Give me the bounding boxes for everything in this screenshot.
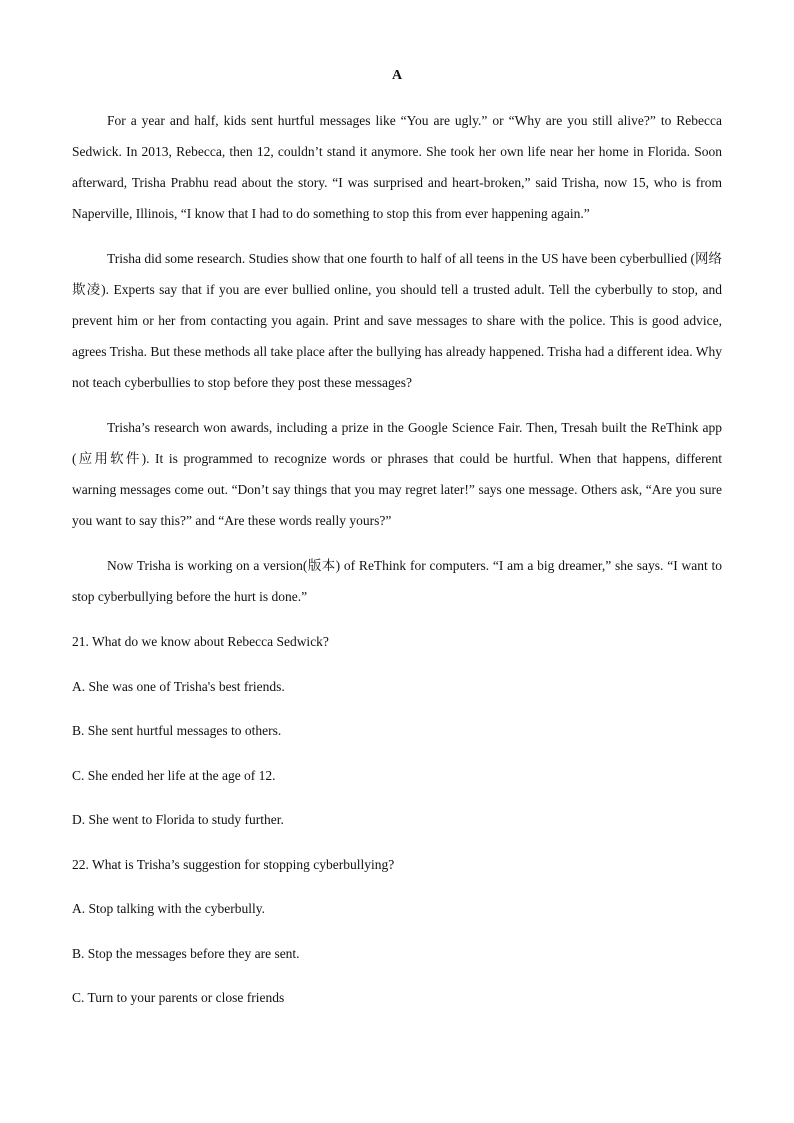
passage-title: A <box>391 68 403 83</box>
option-b: B. She sent hurtful messages to others. <box>72 723 282 738</box>
passage-paragraph-3: Trisha’s research won awards, including a prize in the Google Science Fair. Then, Tresah built the ReThink app (应用软件). It is programmed to recognize words or phrases that could be hurtful. When that happens, different warning messages come out. “Don’t say things that you may regret later!” says one message. Others ask, “Are you sure you want to say this?” and “Are these words really yours?” <box>72 420 722 528</box>
option-d: D. She went to Florida to study further. <box>72 812 284 827</box>
passage-paragraph-1: For a year and half, kids sent hurtful messages like “You are ugly.” or “Why are you still alive?” to Rebecca Sedwick. In 2013, Rebecca, then 12, couldn’t stand it anymore. She took her own life near her home in Florida. Soon afterward, Trisha Prabhu read about the story. “I was surprised and heart-broken,” said Trisha, now 15, who is from Naperville, Illinois, “I know that I had to do something to stop this from ever happening again.” <box>72 113 722 221</box>
option-a: A. Stop talking with the cyberbully. <box>72 901 265 916</box>
option-c: C. Turn to your parents or close friends <box>72 990 285 1005</box>
option-b: B. Stop the messages before they are sent. <box>72 946 300 961</box>
passage-paragraph-2: Trisha did some research. Studies show that one fourth to half of all teens in the US have been cyberbullied (网络欺凌). Experts say that if you are ever bullied online, you should tell a trusted adult. Tell the cyberbully to stop, and prevent him or her from contacting you again. Print and save messages to share with the police. This is good advice, agrees Trisha. But these methods all take place after the bullying has already happened. Trisha had a different idea. Why not teach cyberbullies to stop before they post these messages? <box>72 251 722 390</box>
option-c: C. She ended her life at the age of 12. <box>72 768 276 783</box>
option-a: A. She was one of Trisha's best friends. <box>72 679 285 694</box>
question-stem: 21. What do we know about Rebecca Sedwick? <box>72 634 329 649</box>
question-stem: 22. What is Trisha’s suggestion for stopping cyberbullying? <box>72 857 395 872</box>
passage-paragraph-4: Now Trisha is working on a version(版本) of ReThink for computers. “I am a big dreamer,” she says. “I want to stop cyberbullying before the hurt is done.” <box>72 558 722 604</box>
